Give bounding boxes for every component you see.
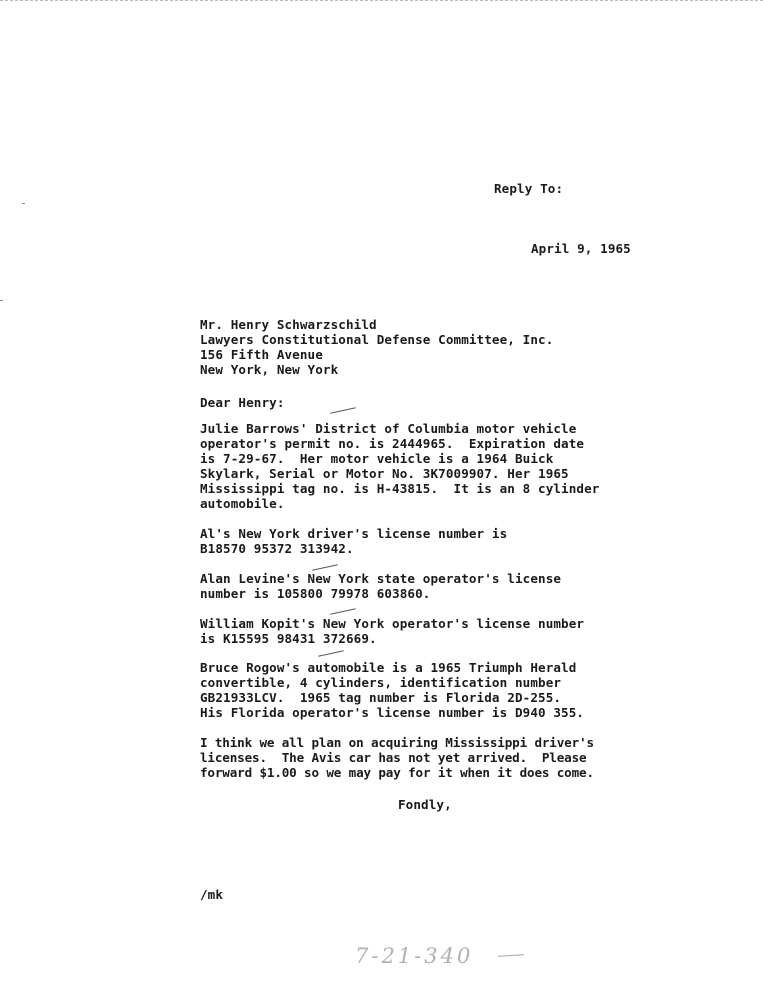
- margin-mark: [0, 300, 3, 301]
- paragraph-line: I think we all plan on acquiring Mississippi driver's: [200, 735, 594, 750]
- pen-mark: [330, 407, 356, 413]
- handwritten-stroke: [498, 954, 524, 957]
- pen-mark: [312, 564, 338, 570]
- typist-initials: /mk: [200, 887, 224, 902]
- handwritten-file-number: 7-21-340: [355, 944, 474, 968]
- paragraph-line: is 7-29-67. Her motor vehicle is a 1964 Buick: [200, 451, 554, 466]
- paragraph-line: convertible, 4 cylinders, identification number: [200, 675, 562, 690]
- paragraph-line: licenses. The Avis car has not yet arrived. Please: [200, 750, 587, 765]
- letter-date: April 9, 1965: [531, 241, 631, 256]
- paragraph-line: automobile.: [200, 496, 285, 511]
- margin-mark: [22, 203, 25, 204]
- paragraph-line: William Kopit's New York operator's license number: [200, 616, 585, 631]
- paragraph-line: Alan Levine's New York state operator's license: [200, 571, 562, 586]
- recipient-city: New York, New York: [200, 362, 339, 377]
- recipient-street: 156 Fifth Avenue: [200, 347, 323, 362]
- pen-mark: [330, 608, 356, 614]
- closing: Fondly,: [398, 797, 452, 812]
- paragraph-line: forward $1.00 so we may pay for it when it does come.: [200, 765, 594, 780]
- paragraph-line: GB21933LCV. 1965 tag number is Florida 2D-255.: [200, 690, 562, 705]
- page-top-border: [0, 0, 763, 1]
- recipient-name: Mr. Henry Schwarzschild: [200, 317, 377, 332]
- salutation: Dear Henry:: [200, 395, 285, 410]
- paragraph-line: Bruce Rogow's automobile is a 1965 Triumph Herald: [200, 660, 577, 675]
- paragraph-line: Julie Barrows' District of Columbia motor vehicle: [200, 421, 577, 436]
- paragraph-line: B18570 95372 313942.: [200, 541, 354, 556]
- pen-mark: [318, 650, 344, 656]
- recipient-organization: Lawyers Constitutional Defense Committee, Inc.: [200, 332, 554, 347]
- paragraph-line: Al's New York driver's license number is: [200, 526, 508, 541]
- paragraph-line: Mississippi tag no. is H-43815. It is an 8 cylinder: [200, 481, 600, 496]
- paragraph-line: His Florida operator's license number is D940 355.: [200, 705, 585, 720]
- paragraph-line: number is 105800 79978 603860.: [200, 586, 431, 601]
- paragraph-line: operator's permit no. is 2444965. Expiration date: [200, 436, 585, 451]
- reply-to-label: Reply To:: [494, 181, 564, 196]
- paragraph-line: Skylark, Serial or Motor No. 3K7009907. Her 1965: [200, 466, 569, 481]
- paragraph-line: is K15595 98431 372669.: [200, 631, 377, 646]
